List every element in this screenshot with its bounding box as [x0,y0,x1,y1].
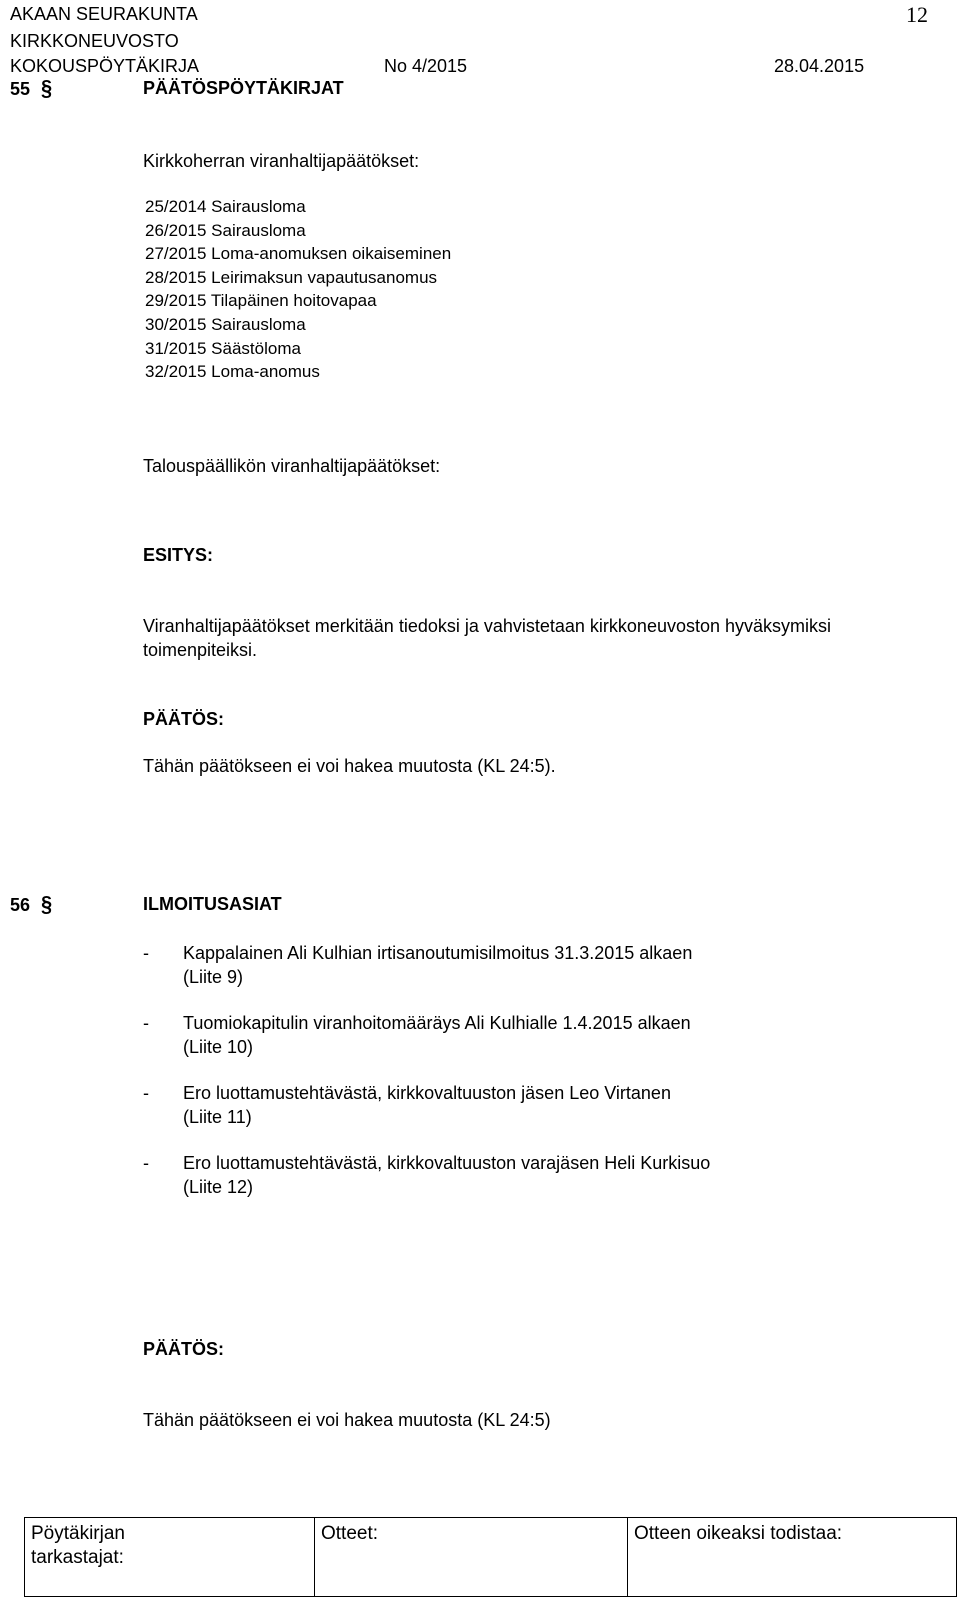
section-56-heading [10,894,52,917]
list-item: 31/2015 Säästöloma [145,338,301,358]
decision-text: Tähän päätökseen ei voi hakea muutosta (KL 24:5). [143,756,556,776]
list-item: 30/2015 Sairausloma [145,314,306,334]
list-dash: - [143,1153,149,1173]
notice-text: Ero luottamustehtävästä, kirkkovaltuuston varajäsen Heli Kurkisuo [183,1153,711,1173]
body-name: KIRKKONEUVOSTO [10,31,179,51]
notice-text: Tuomiokapitulin viranhoitomääräys Ali Kulhialle 1.4.2015 alkaen [183,1013,691,1033]
section-number: 56 [10,895,31,915]
section-title: PÄÄTÖSPÖYTÄKIRJAT [143,78,344,98]
list-item: 32/2015 Loma-anomus [145,362,320,382]
reviewers-label-line-1: Pöytäkirjan [31,1523,125,1544]
org-name: AKAAN SEURAKUNTA [10,4,198,24]
proposal-label: ESITYS: [143,545,214,565]
notice-text: Ero luottamustehtävästä, kirkkovaltuuston jäsen Leo Virtanen [183,1083,671,1103]
section-title: ILMOITUSASIAT [143,894,282,914]
list-item: 29/2015 Tilapäinen hoitovapaa [145,291,377,311]
notice-attachment: (Liite 11) [183,1107,252,1127]
list-item: 26/2015 Sairausloma [145,220,306,240]
vicar-decision-list [145,195,451,384]
section-55-heading [10,78,52,101]
vicar-decisions-heading: Kirkkoherran viranhaltijapäätökset: [143,151,420,171]
list-dash: - [143,1083,149,1103]
notice-attachment: (Liite 9) [183,967,244,987]
decision-label: PÄÄTÖS: [143,709,224,729]
proposal-text-line-1: Viranhaltijapäätökset merkitään tiedoksi ja vahvistetaan kirkkoneuvoston hyväksymiksi [143,616,832,636]
decision-label: PÄÄTÖS: [143,1339,224,1359]
decision-text: Tähän päätökseen ei voi hakea muutosta (KL 24:5) [143,1410,551,1430]
list-item: 25/2014 Sairausloma [145,197,306,216]
extracts-cell [315,1518,628,1597]
notice-attachment: (Liite 12) [183,1177,254,1197]
reviewers-label-line-2: tarkastajat: [31,1547,124,1568]
notice-text: Kappalainen Ali Kulhian irtisanoutumisilmoitus 31.3.2015 alkaen [183,943,693,963]
list-dash: - [143,1013,149,1033]
page-number: 12 [906,2,928,27]
notice-attachment: (Liite 10) [183,1037,254,1057]
doc-date: 28.04.2015 [774,56,865,76]
list-item: 27/2015 Loma-anomuksen oikaiseminen [145,244,452,264]
section-mark: § [41,76,53,102]
certified-label: Otteen oikeaksi todistaa: [634,1523,843,1544]
reviewers-cell [25,1518,315,1597]
extracts-label: Otteet: [321,1523,379,1544]
signature-table [24,1517,957,1597]
section-mark: § [41,892,53,918]
section-number: 55 [10,79,31,99]
finance-decisions-heading: Talouspäällikön viranhaltijapäätökset: [143,456,441,476]
list-item: 28/2015 Leirimaksun vapautusanomus [145,267,438,287]
doc-number: No 4/2015 [384,56,468,76]
certified-cell [628,1518,957,1597]
doc-type: KOKOUSPÖYTÄKIRJA [10,56,200,76]
list-dash: - [143,943,149,963]
proposal-text-line-2: toimenpiteiksi. [143,640,258,660]
